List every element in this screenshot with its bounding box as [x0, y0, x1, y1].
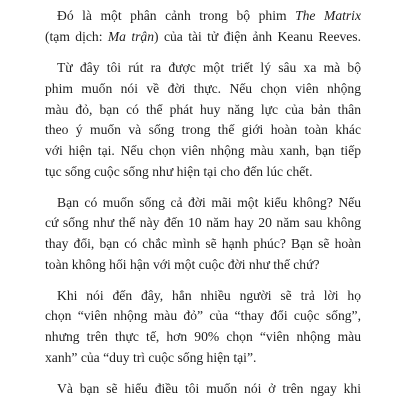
text-line: cứ sống như thế này đến 10 năm hay 20 năm sau không	[45, 215, 361, 231]
text-line: xanh” của “duy trì cuộc sống hiện tại”.	[45, 350, 257, 366]
text-line: tục sống cuộc sống như hiện tại cho đến lúc chết.	[45, 163, 313, 179]
text-line: chọn “viên nhộng màu đỏ” của “thay đổi cuộc sống”,	[45, 308, 361, 324]
text-line: Và bạn sẽ hiểu điều tôi muốn nói ở trên ngay khi	[57, 380, 361, 396]
text-line: (tạm dịch: Ma trận) của tài tử điện ảnh Keanu Reeves.	[45, 29, 361, 45]
text-line: nhưng trên thực tế, hơn 90% chọn “viên nhộng màu	[45, 329, 361, 345]
text-line: Từ đây tôi rút ra được một triết lý sâu xa mà bộ	[57, 60, 361, 75]
text-line: toàn không hối hận với một cuộc đời như thế chứ?	[45, 256, 320, 272]
text-line: theo ý muốn và sống trong thế giới hoàn toàn khác	[45, 122, 361, 138]
text-line: Bạn có muốn sống cả đời mãi một kiểu không? Nếu	[57, 194, 361, 210]
text-line: thay đổi, bạn có chắc mình sẽ hạnh phúc? Bạn sẽ hoàn	[45, 236, 361, 252]
text-line: Đó là một phân cảnh trong bộ phim The Matrix	[57, 7, 361, 23]
text-line: với hiện tại. Nếu chọn viên nhộng màu xanh, bạn tiếp	[45, 143, 361, 159]
text-line: phim muốn nói về đời thực. Nếu chọn viên nhộng	[45, 80, 361, 96]
text-line: Khi nói đến đây, hẳn nhiều người sẽ trả lời họ	[57, 287, 361, 303]
text-line: màu đỏ, bạn có thể phát huy năng lực của bản thân	[45, 101, 361, 117]
